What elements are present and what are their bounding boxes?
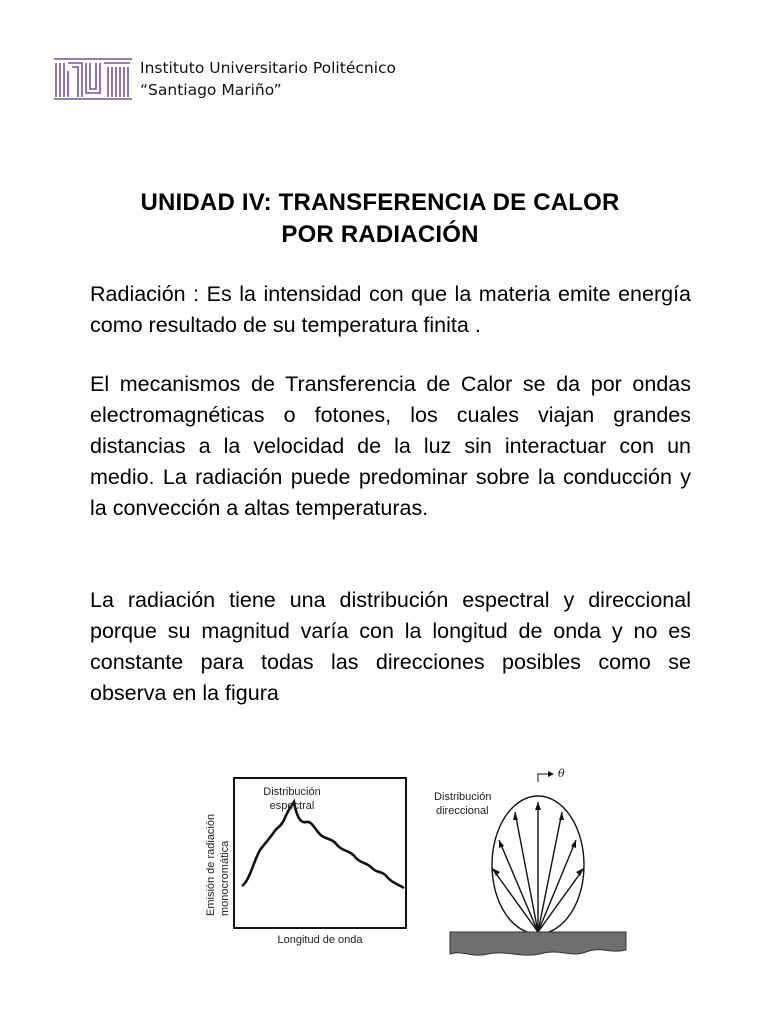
x-axis-label: Longitud de onda — [277, 934, 363, 946]
paragraph-mechanism: El mecanismos de Transferencia de Calor se da por ondas electromagnéticas o fotones, los cuales viajan grandes distancias a la velocidad de la luz sin interactuar con un medio. La radiación puede predominar sobre la conducción y la convección a altas temperaturas. — [90, 372, 691, 520]
spectral-label-line-2: espectral — [269, 800, 315, 812]
y-axis-label-line-2: monocromática — [219, 840, 231, 916]
title-line-2: POR RADIACIÓN — [281, 221, 479, 248]
spectral-label-line-1: Distribución — [263, 786, 321, 798]
directional-distribution-panel — [434, 767, 626, 955]
title-line-1: UNIDAD IV: TRANSFERENCIA DE CALOR — [140, 189, 620, 216]
spectral-distribution-panel — [205, 778, 406, 946]
theta-label: θ — [558, 767, 565, 780]
paragraph-definition: Radiación : Es la intensidad con que la materia emite energía como resultado de su temperatura finita . — [90, 282, 691, 337]
institute-name — [140, 57, 396, 101]
directional-label-line-2: direccional — [436, 805, 489, 817]
institute-line-1: Instituto Universitario Politécnico — [140, 59, 397, 77]
paragraph-distribution: La radiación tiene una distribución espectral y direccional porque su magnitud varía con la longitud de onda y no es constante para todas las direcciones posibles como se observa en la figura — [90, 588, 691, 705]
page-title — [60, 187, 700, 251]
directional-label-line-1: Distribución — [434, 791, 492, 803]
institute-logo-icon — [52, 57, 134, 101]
radiation-distribution-figure — [170, 740, 630, 970]
y-axis-label-line-1: Emisión de radiación — [205, 813, 217, 916]
institute-line-2: “Santiago Mariño” — [140, 81, 282, 99]
